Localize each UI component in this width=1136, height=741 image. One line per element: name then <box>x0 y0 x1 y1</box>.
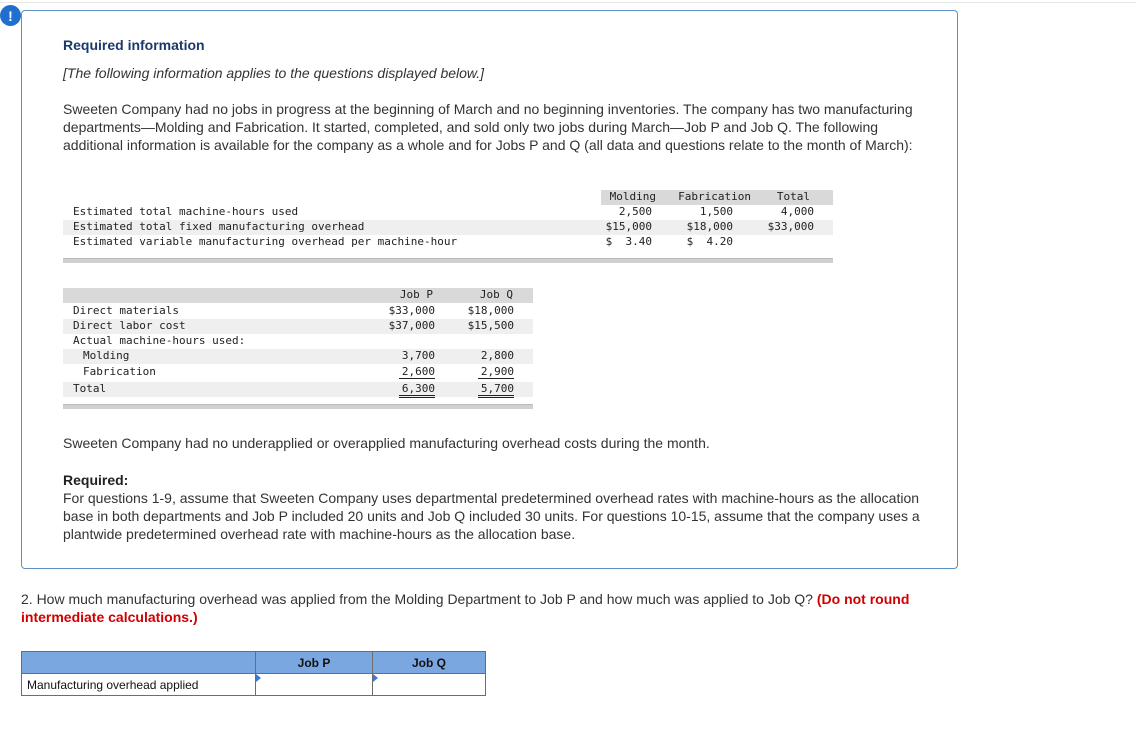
table-row <box>63 365 533 380</box>
row-label: Estimated variable manufacturing overhead per machine-hour <box>73 235 458 248</box>
answer-cell-job-q <box>373 674 486 696</box>
header-fabrication: Fabrication <box>678 190 751 203</box>
question-text: 2. How much manufacturing overhead was applied from the Molding Department to Job P and how much was applied to Job Q? <box>21 591 813 607</box>
question-2 <box>21 590 961 626</box>
answer-header-blank <box>22 652 256 674</box>
answer-row-label: Manufacturing overhead applied <box>22 674 256 696</box>
required-heading: Required: <box>63 472 129 488</box>
required-text: For questions 1-9, assume that Sweeten Company uses departmental predetermined overhead rates with machine-hours as the allocation base in both departments and Job P included 20 units and Job Q included 30 units. For questions 10-15, assume that the company uses a plantwide predetermined overhead rate with machine-hours as the allocation base. <box>63 490 920 542</box>
cell-job-p: 6,300 <box>399 382 435 398</box>
table-row <box>63 382 533 397</box>
estimates-table <box>63 190 833 264</box>
cell-job-p: $33,000 <box>388 304 435 317</box>
cell-fabrication: $18,000 <box>686 220 733 233</box>
cell-total: $33,000 <box>767 220 814 233</box>
table-row <box>63 205 833 220</box>
table-bottom-bar <box>63 404 533 409</box>
cell-fabrication: $ 4.20 <box>686 235 733 248</box>
row-label: Actual machine-hours used: <box>73 334 246 347</box>
cell-job-q: $18,000 <box>467 304 514 317</box>
table-row <box>63 220 833 235</box>
jobs-table <box>63 288 533 412</box>
header-total: Total <box>776 190 810 203</box>
cell-molding: $ 3.40 <box>605 235 652 248</box>
answer-header-job-q: Job Q <box>373 652 486 674</box>
alert-icon: ! <box>0 5 21 26</box>
table-row <box>63 334 533 349</box>
top-divider <box>0 2 1136 3</box>
answer-cell-job-p <box>256 674 373 696</box>
intro-paragraph: Sweeten Company had no jobs in progress at the beginning of March and no beginning inventories. The company has two manufacturing departments—Molding and Fabrication. It started, completed, and sold only two jobs during March—Job P and Job Q. The following additional information is available for the company as a whole and for Jobs P and Q (all data and questions relate to the month of March): <box>63 101 913 153</box>
row-label: Molding <box>83 349 130 362</box>
table-row <box>63 319 533 334</box>
row-label: Fabrication <box>83 365 156 378</box>
row-label: Total <box>73 382 107 395</box>
table-row <box>63 235 833 250</box>
header-job-q: Job Q <box>479 288 513 301</box>
cell-molding: 2,500 <box>618 205 652 218</box>
panel-title: Required information <box>63 37 205 53</box>
row-label: Direct materials <box>73 304 179 317</box>
header-job-p: Job P <box>399 288 433 301</box>
cell-job-q: $15,500 <box>467 319 514 332</box>
marker-icon <box>373 674 378 682</box>
cell-job-p: $37,000 <box>388 319 435 332</box>
cell-total: 4,000 <box>780 205 814 218</box>
cell-fabrication: 1,500 <box>699 205 733 218</box>
panel-subtitle: [The following information applies to the questions displayed below.] <box>63 65 485 81</box>
answer-header-job-p: Job P <box>256 652 373 674</box>
cell-job-p: 3,700 <box>401 349 435 362</box>
table-row <box>63 304 533 319</box>
overhead-statement: Sweeten Company had no underapplied or overapplied manufacturing overhead costs during the month. <box>63 435 710 451</box>
question-note: (Do not round intermediate calculations.) <box>21 591 910 625</box>
table-row <box>63 349 533 364</box>
row-label: Direct labor cost <box>73 319 186 332</box>
cell-job-q: 2,900 <box>478 365 514 379</box>
job-q-overhead-input[interactable] <box>373 675 485 695</box>
cell-job-q: 5,700 <box>478 382 514 398</box>
table-bottom-bar <box>63 258 833 263</box>
row-label: Estimated total fixed manufacturing overhead <box>73 220 365 233</box>
row-label: Estimated total machine-hours used <box>73 205 299 218</box>
marker-icon <box>256 674 261 682</box>
answer-table <box>21 651 486 696</box>
header-molding: Molding <box>609 190 656 203</box>
cell-job-p: 2,600 <box>399 365 435 379</box>
cell-molding: $15,000 <box>605 220 652 233</box>
cell-job-q: 2,800 <box>480 349 514 362</box>
job-p-overhead-input[interactable] <box>256 675 372 695</box>
